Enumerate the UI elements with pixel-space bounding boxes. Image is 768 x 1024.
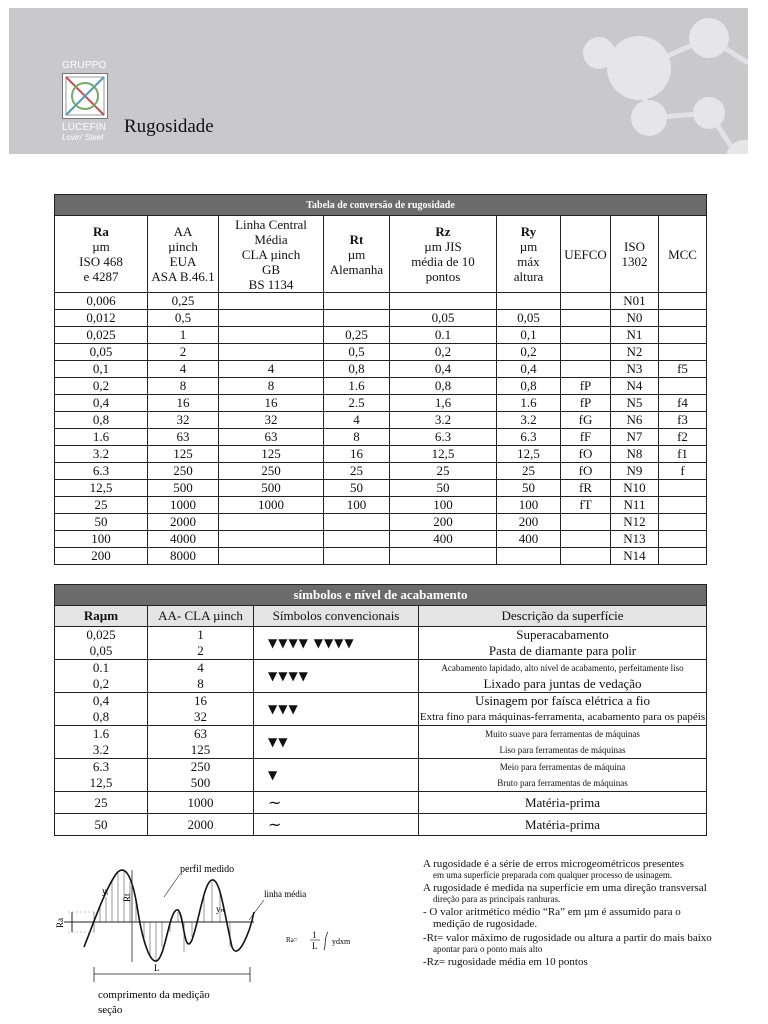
conversion-table-row: [55, 293, 707, 310]
note-4-sub: apontar para o ponto mais alto: [433, 944, 543, 954]
conversion-header-line: Linha Central: [235, 216, 307, 232]
conversion-header-line: BS 1134: [248, 276, 294, 292]
note-5-text: -Rz= rugosidade média em 10 pontos: [423, 956, 588, 968]
conversion-table-row: [55, 361, 707, 378]
conversion-table-cell: 1.6: [497, 395, 561, 412]
conversion-table-row: [55, 446, 707, 463]
symbols-table-row: [55, 693, 707, 710]
conversion-table-row: [55, 395, 707, 412]
conversion-table-cell: fT: [561, 497, 611, 514]
note-3: [423, 906, 763, 930]
conversion-table-header: [55, 216, 707, 293]
conversion-table-cell: 0,025: [55, 327, 148, 344]
conversion-table-cell: 250: [219, 463, 324, 480]
conversion-table-cell: 25: [55, 497, 148, 514]
diagram-linha-label: linha média: [264, 889, 307, 899]
conversion-table-cell: fG: [561, 412, 611, 429]
conversion-header-cell: [390, 216, 497, 293]
conversion-table-cell: 50: [390, 480, 497, 497]
conversion-table-cell: N2: [611, 344, 659, 361]
conversion-table-cell: 50: [324, 480, 390, 497]
surface-description: Meio para ferramentas de máquina: [419, 759, 707, 776]
conversion-table-cell: 200: [55, 548, 148, 565]
conversion-header-line: Alemanha: [329, 261, 384, 277]
diagram-caption-2: seção: [98, 1004, 123, 1016]
conversion-table-cell: [219, 344, 324, 361]
conversion-header-line: AA: [173, 224, 193, 239]
conversion-table-cell: 6.3: [55, 463, 148, 480]
note-4: [423, 932, 763, 954]
conversion-table-cell: N13: [611, 531, 659, 548]
conversion-table-cell: 16: [148, 395, 219, 412]
conversion-table-cell: 16: [324, 446, 390, 463]
conversion-table-row: [55, 497, 707, 514]
conversion-table-cell: 500: [148, 480, 219, 497]
conversion-table-cell: [659, 293, 707, 310]
symbols-table: [54, 584, 707, 836]
conversion-table-cell: 6.3: [390, 429, 497, 446]
logo-emblem: [62, 73, 108, 119]
conversion-table-cell: 0,05: [497, 310, 561, 327]
symbols-ra-cell: 0,2: [55, 676, 148, 693]
conversion-table-cell: N5: [611, 395, 659, 412]
conversion-table-cell: 0,5: [148, 310, 219, 327]
company-logo: [62, 60, 110, 142]
formula-rhs: ydxm: [332, 937, 351, 946]
finish-symbol-marks: ~: [254, 814, 419, 836]
conversion-table-cell: 125: [148, 446, 219, 463]
conversion-table-cell: 4: [148, 361, 219, 378]
conversion-table-cell: 2000: [148, 514, 219, 531]
symbols-aa-cell: 32: [148, 709, 254, 726]
conversion-table-cell: 4: [219, 361, 324, 378]
conversion-table-cell: 1: [148, 327, 219, 344]
conversion-table-cell: [659, 514, 707, 531]
conversion-table-cell: 200: [497, 514, 561, 531]
diagram-caption-1: comprimento da medição: [98, 989, 210, 1001]
conversion-table-cell: N1: [611, 327, 659, 344]
symbols-ra-cell: 0,8: [55, 709, 148, 726]
conversion-table-cell: [390, 293, 497, 310]
conversion-table-cell: 8: [148, 378, 219, 395]
conversion-table-cell: [324, 514, 390, 531]
symbols-ra-cell: 12,5: [55, 775, 148, 792]
conversion-table-cell: [659, 310, 707, 327]
symbols-ra-cell: 3.2: [55, 742, 148, 759]
conversion-table-cell: 25: [497, 463, 561, 480]
conversion-table-cell: 0,05: [390, 310, 497, 327]
conversion-table-row: [55, 344, 707, 361]
conversion-table-cell: f2: [659, 429, 707, 446]
conversion-table-cell: [324, 548, 390, 565]
diagram-length-label: L: [154, 963, 160, 973]
conversion-table-cell: 2.5: [324, 395, 390, 412]
finish-symbol-marks: ▼▼▼: [254, 693, 419, 726]
conversion-table-cell: N14: [611, 548, 659, 565]
symbols-aa-cell: 1000: [148, 792, 254, 814]
conversion-table-cell: f3: [659, 412, 707, 429]
symbols-aa-cell: 63: [148, 726, 254, 743]
conversion-table-cell: N9: [611, 463, 659, 480]
conversion-table: [54, 194, 707, 565]
note-3-text: - O valor aritmético médio “Ra” em µm é assumido para o: [423, 906, 681, 918]
symbols-ra-cell: 0.1: [55, 660, 148, 677]
symbols-header-cell: Símbolos convencionais: [254, 606, 419, 627]
conversion-table-cell: [659, 480, 707, 497]
conversion-table-cell: [561, 293, 611, 310]
note-2: [423, 882, 763, 904]
conversion-table-cell: [561, 548, 611, 565]
surface-description: Muito suave para ferramentas de máquinas: [419, 726, 707, 743]
conversion-table-cell: 100: [55, 531, 148, 548]
conversion-header-bold: Rz: [435, 224, 451, 239]
conversion-table-cell: 200: [390, 514, 497, 531]
symbols-ra-cell: 1.6: [55, 726, 148, 743]
logo-top-text: GRUPPO: [62, 60, 107, 71]
conversion-header-bold: Rt: [349, 231, 364, 247]
conversion-header-cell: [659, 216, 707, 293]
conversion-table-cell: N10: [611, 480, 659, 497]
conversion-table-cell: 3.2: [55, 446, 148, 463]
conversion-table-row: [55, 480, 707, 497]
conversion-table-cell: 8: [324, 429, 390, 446]
conversion-header-cell: [561, 216, 611, 293]
symbols-ra-cell: 6.3: [55, 759, 148, 776]
surface-description: Superacabamento: [419, 627, 707, 644]
conversion-header-line: ISO: [624, 239, 645, 254]
note-4-text: -Rt= valor máximo de rugosidade ou altura a partir do mais baixo: [423, 932, 712, 944]
finish-symbol-marks: ▼▼▼▼ ▼▼▼▼: [254, 627, 419, 660]
conversion-table-cell: 0,006: [55, 293, 148, 310]
finish-symbol-marks: ▼▼▼▼: [254, 660, 419, 693]
symbols-aa-cell: 16: [148, 693, 254, 710]
conversion-table-cell: 8000: [148, 548, 219, 565]
roughness-profile-diagram: [54, 852, 354, 1017]
conversion-table-cell: 0,4: [55, 395, 148, 412]
symbols-ra-cell: 0,4: [55, 693, 148, 710]
conversion-table-cell: fO: [561, 463, 611, 480]
conversion-table-cell: 0,8: [390, 378, 497, 395]
conversion-header-bold: Ra: [93, 224, 109, 239]
symbols-header-cell: Raµm: [55, 606, 148, 627]
conversion-table-cell: 1000: [148, 497, 219, 514]
conversion-table-cell: 125: [219, 446, 324, 463]
logo-tagline: Lovin' Steel: [62, 133, 104, 142]
conversion-table-cell: 0,2: [55, 378, 148, 395]
conversion-header-line: média de 10: [411, 254, 475, 269]
conversion-table-row: [55, 378, 707, 395]
conversion-table-cell: [390, 548, 497, 565]
conversion-table-cell: 0,4: [497, 361, 561, 378]
symbols-aa-cell: 1: [148, 627, 254, 644]
symbols-header-cell: Descrição da superfície: [419, 606, 707, 627]
conversion-header-line: CLA µinch: [241, 246, 301, 262]
symbols-table-row: [55, 627, 707, 644]
conversion-header-cell: [219, 216, 324, 293]
conversion-table-cell: fO: [561, 446, 611, 463]
conversion-table-cell: f4: [659, 395, 707, 412]
conversion-header-line: µm: [519, 239, 538, 254]
symbols-ra-cell: 0,025: [55, 627, 148, 644]
conversion-header-cell: [324, 216, 390, 293]
conversion-table-cell: 12,5: [55, 480, 148, 497]
symbols-ra-cell: 25: [55, 792, 148, 814]
conversion-table-cell: 3.2: [390, 412, 497, 429]
conversion-table-cell: 6.3: [497, 429, 561, 446]
conversion-table-cell: 0,2: [497, 344, 561, 361]
conversion-table-cell: 400: [497, 531, 561, 548]
conversion-header-cell: [497, 216, 561, 293]
conversion-table-cell: 0,5: [324, 344, 390, 361]
conversion-table-row: [55, 514, 707, 531]
conversion-header-line: µinch: [168, 239, 198, 254]
conversion-table-cell: fF: [561, 429, 611, 446]
conversion-table-cell: 100: [324, 497, 390, 514]
conversion-table-cell: 16: [219, 395, 324, 412]
conversion-table-cell: 0,25: [324, 327, 390, 344]
conversion-table-cell: fR: [561, 480, 611, 497]
conversion-header-line: EUA: [169, 254, 197, 269]
conversion-table-cell: 500: [219, 480, 324, 497]
conversion-table-cell: f1: [659, 446, 707, 463]
conversion-table-cell: 32: [148, 412, 219, 429]
finish-symbol-marks: ▼: [254, 759, 419, 792]
conversion-table-cell: [497, 293, 561, 310]
molecule-decoration: [9, 8, 748, 154]
conversion-table-cell: 100: [497, 497, 561, 514]
conversion-table-cell: 1000: [219, 497, 324, 514]
surface-description: Acabamento lapidado, alto nível de acabamento, perfeitamente liso: [419, 660, 707, 677]
page-header: [9, 8, 748, 154]
conversion-table-cell: [561, 361, 611, 378]
conversion-table-cell: 8: [219, 378, 324, 395]
conversion-header-cell: [611, 216, 659, 293]
conversion-table-row: [55, 463, 707, 480]
symbols-table-row: [55, 726, 707, 743]
conversion-header-line: máx: [517, 254, 540, 269]
conversion-table-cell: [659, 344, 707, 361]
conversion-table-cell: [561, 327, 611, 344]
surface-description: Bruto para ferramentas de máquinas: [419, 775, 707, 792]
conversion-header-line: µm: [92, 239, 110, 254]
conversion-header-line: Média: [254, 231, 288, 247]
conversion-header-line: ISO 468: [79, 254, 123, 269]
conversion-table-cell: [219, 310, 324, 327]
diagram-yi-label: yᵢ: [102, 886, 108, 896]
conversion-table-cell: [659, 378, 707, 395]
note-1-text: A rugosidade é a série de erros microgeométricos presentes: [423, 858, 684, 870]
diagram-perfil-label: perfil medido: [180, 864, 235, 875]
conversion-table-cell: 250: [148, 463, 219, 480]
conversion-table-row: [55, 310, 707, 327]
conversion-table-cell: 0.1: [390, 327, 497, 344]
surface-description: Lixado para juntas de vedação: [419, 676, 707, 693]
conversion-table-cell: N6: [611, 412, 659, 429]
conversion-header-cell: [148, 216, 219, 293]
conversion-header-line: ASA B.46.1: [151, 269, 215, 284]
surface-description: Extra fino para máquinas-ferramenta, acabamento para os papéis: [419, 709, 707, 726]
note-1: [423, 858, 763, 880]
symbols-aa-cell: 8: [148, 676, 254, 693]
conversion-table-cell: N11: [611, 497, 659, 514]
conversion-table-cell: 63: [148, 429, 219, 446]
conversion-header-line: µm JIS: [424, 239, 462, 254]
conversion-header-line: pontos: [425, 269, 461, 284]
conversion-table-row: [55, 429, 707, 446]
conversion-table-cell: [219, 531, 324, 548]
formula-fraction-denominator: L: [312, 941, 318, 951]
conversion-header-cell: [55, 216, 148, 293]
conversion-table-cell: fP: [561, 378, 611, 395]
conversion-header-line: MCC: [668, 246, 697, 262]
conversion-table-cell: 4000: [148, 531, 219, 548]
conversion-table-cell: f5: [659, 361, 707, 378]
conversion-table-cell: [659, 531, 707, 548]
conversion-table-row: [55, 412, 707, 429]
conversion-header-line: µm: [347, 246, 366, 262]
conversion-header-line: e 4287: [83, 269, 119, 284]
conversion-table-cell: f: [659, 463, 707, 480]
symbols-aa-cell: 500: [148, 775, 254, 792]
conversion-table-cell: 63: [219, 429, 324, 446]
symbols-table-caption: símbolos e nível de acabamento: [55, 585, 707, 606]
conversion-table-cell: 0,1: [497, 327, 561, 344]
conversion-table-cell: 50: [55, 514, 148, 531]
surface-description: Usinagem por faísca elétrica a fio: [419, 693, 707, 710]
surface-description: Liso para ferramentas de máquinas: [419, 742, 707, 759]
surface-description: Pasta de diamante para polir: [419, 643, 707, 660]
conversion-table-cell: [659, 497, 707, 514]
conversion-header-bold: Ry: [520, 224, 537, 239]
note-2-sub: direção para as principais ranhuras.: [433, 894, 561, 904]
conversion-table-cell: [324, 531, 390, 548]
symbols-aa-cell: 125: [148, 742, 254, 759]
conversion-table-cell: N7: [611, 429, 659, 446]
finish-symbol-marks: ▼▼: [254, 726, 419, 759]
conversion-table-cell: 0,4: [390, 361, 497, 378]
conversion-table-cell: [497, 548, 561, 565]
conversion-table-cell: 0,8: [497, 378, 561, 395]
note-5: [423, 956, 763, 968]
conversion-table-cell: 0,8: [55, 412, 148, 429]
conversion-table-cell: 1.6: [55, 429, 148, 446]
note-2-text: A rugosidade é medida na superfície em uma direção transversal: [423, 882, 707, 894]
conversion-header-line: UEFCO: [564, 246, 607, 262]
conversion-table-cell: [561, 531, 611, 548]
conversion-table-cell: [561, 310, 611, 327]
conversion-table-row: [55, 548, 707, 565]
symbols-table-row: [55, 792, 707, 814]
conversion-table-cell: 1.6: [324, 378, 390, 395]
conversion-table-row: [55, 531, 707, 548]
symbols-aa-cell: 4: [148, 660, 254, 677]
conversion-table-cell: N12: [611, 514, 659, 531]
diagram-ra-label: Ra: [55, 918, 65, 928]
conversion-table-cell: 25: [324, 463, 390, 480]
symbols-ra-cell: 50: [55, 814, 148, 836]
surface-description: Matéria-prima: [419, 792, 707, 814]
formula-lhs: Ra=: [286, 936, 298, 944]
formula-fraction-numerator: 1: [312, 930, 317, 940]
symbols-table-header: [55, 606, 707, 627]
conversion-table-cell: 400: [390, 531, 497, 548]
conversion-table-cell: fP: [561, 395, 611, 412]
conversion-table-cell: 0,012: [55, 310, 148, 327]
logo-brand-text: LUCEFIN: [62, 122, 107, 133]
conversion-table-cell: N3: [611, 361, 659, 378]
conversion-table-cell: 25: [390, 463, 497, 480]
symbols-table-row: [55, 814, 707, 836]
conversion-table-cell: 4: [324, 412, 390, 429]
conversion-table-cell: [219, 327, 324, 344]
conversion-table-cell: 0,8: [324, 361, 390, 378]
symbols-table-row: [55, 660, 707, 677]
conversion-table-cell: [219, 548, 324, 565]
symbols-aa-cell: 2000: [148, 814, 254, 836]
conversion-table-cell: 0,05: [55, 344, 148, 361]
conversion-table-cell: [219, 514, 324, 531]
conversion-table-cell: [561, 514, 611, 531]
note-3-cont: medição de rugosidade.: [433, 918, 538, 930]
roughness-notes: [423, 858, 763, 970]
conversion-table-cell: [659, 327, 707, 344]
conversion-table-cell: 100: [390, 497, 497, 514]
symbols-header-cell: AA- CLA µinch: [148, 606, 254, 627]
conversion-table-cell: 1,6: [390, 395, 497, 412]
conversion-table-cell: [659, 548, 707, 565]
diagram-rt-label: Rt: [122, 893, 132, 902]
conversion-table-cell: [324, 310, 390, 327]
conversion-header-line: GB: [261, 261, 281, 277]
surface-description: Matéria-prima: [419, 814, 707, 836]
conversion-table-cell: N01: [611, 293, 659, 310]
symbols-aa-cell: 2: [148, 643, 254, 660]
note-1-sub: em uma superfície preparada com qualquer processo de usinagem.: [433, 870, 673, 880]
conversion-table-cell: 32: [219, 412, 324, 429]
finish-symbol-marks: ~: [254, 792, 419, 814]
conversion-table-cell: N4: [611, 378, 659, 395]
conversion-table-cell: [324, 293, 390, 310]
conversion-table-cell: 3.2: [497, 412, 561, 429]
conversion-table-cell: [561, 344, 611, 361]
symbols-table-row: [55, 759, 707, 776]
conversion-table-cell: 0,2: [390, 344, 497, 361]
conversion-table-cell: [219, 293, 324, 310]
conversion-table-cell: 2: [148, 344, 219, 361]
diagram-yn-label: yₙ: [216, 904, 225, 914]
symbols-ra-cell: 0,05: [55, 643, 148, 660]
conversion-table-cell: 0,1: [55, 361, 148, 378]
conversion-header-line: altura: [513, 269, 544, 284]
conversion-table-cell: N8: [611, 446, 659, 463]
page-title: Rugosidade: [124, 116, 214, 137]
conversion-table-cell: N0: [611, 310, 659, 327]
conversion-table-cell: 12,5: [390, 446, 497, 463]
conversion-table-caption: Tabela de conversão de rugosidade: [55, 195, 707, 216]
conversion-header-line: 1302: [621, 254, 648, 269]
conversion-table-cell: 12,5: [497, 446, 561, 463]
conversion-table-cell: 0,25: [148, 293, 219, 310]
conversion-table-cell: 50: [497, 480, 561, 497]
conversion-table-row: [55, 327, 707, 344]
symbols-aa-cell: 250: [148, 759, 254, 776]
